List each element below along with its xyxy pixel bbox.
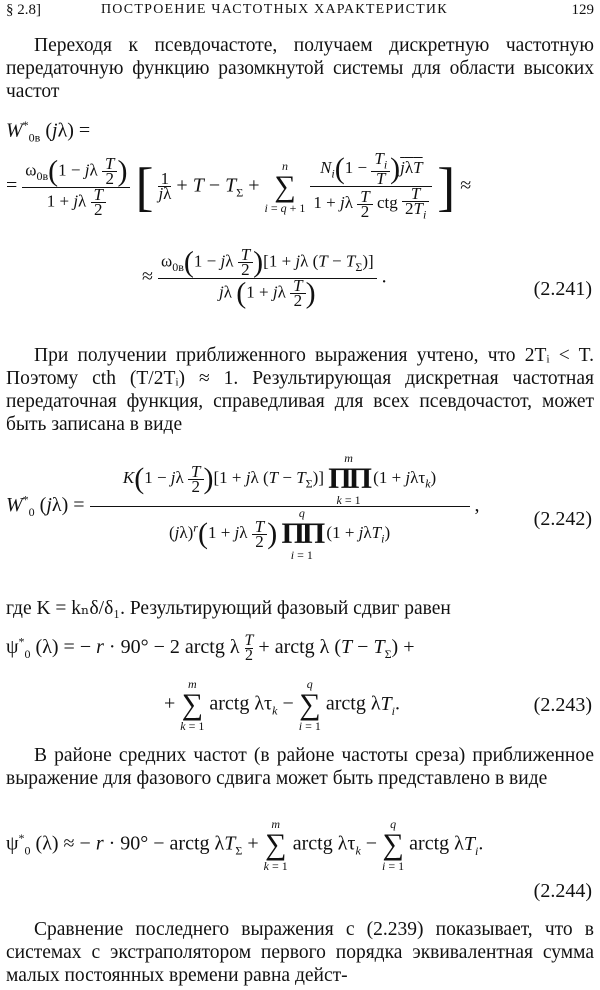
paragraph-2: При получении приближенного выражения учтено, что 2Tᵢ < T. Поэтому cth (T/2Tᵢ) ≈ 1. Результирующая дискретная частотная передаточная функция, справедливая для всех псевдочастот, может быть записана в виде	[6, 345, 594, 435]
equation-2-243-line-2: + m ∑ k = 1 arctg $\lambda\tau_k$ − q ∑ i = 1 arctg $\lambda T_i$.	[164, 677, 400, 733]
equation-2-244: $\psi^*_0$ (λ) ≈ − r · 90° − arctg $\lambda T_\Sigma$ + m ∑ k = 1 arctg $\lambda\tau_k$ − q ∑ i = 1 arctg $\lambda T_i$.	[6, 817, 484, 873]
running-title: ПОСТРОЕНИЕ ЧАСТОТНЫХ ХАРАКТЕРИСТИК	[101, 2, 448, 17]
equation-number-2-242: (2.242)	[533, 508, 592, 530]
equation-number-2-241: (2.241)	[533, 278, 592, 300]
equation-number-2-244: (2.244)	[533, 880, 592, 902]
page-number: 129	[571, 2, 594, 18]
paragraph-3: где K = kₙδ/δ₁. Результирующий фазовый сдвиг равен	[6, 598, 451, 619]
paragraph-5: Сравнение последнего выражения с (2.239) показывает, что в системах с экстраполятором первого порядка эквивалентная сумма малых постоянных времени равна дейст-	[6, 919, 594, 986]
equation-number-2-243: (2.243)	[533, 694, 592, 716]
paragraph-4: В районе средних частот (в районе частоты среза) приближенное выражение для фазового сдвига может быть представлено в виде	[6, 745, 594, 789]
equation-2-241-line-2: = $\omega_{0в}(1 - j\lambda$ $\frac{T}{2}$ ) 1 + jλ $\frac{T}{2}$ [ $\frac{1}{j\lambda}$ + $T - T_\Sigma$ + n ∑ i = q + 1 $N_i(1$ − $\frac{T_i}{T}$ )jλT 1 + jλ $\frac{T}{2}$ ctg $\frac{T}{2T_i}$ ] ≈	[6, 149, 472, 222]
equation-2-241-line-3: ≈ $\omega_{0в}(1 - j\lambda$ $\frac{T}{2}$ )[1 + jλ $(T - T_\Sigma)$] jλ (1 + jλ $\frac{T}{2}$ ) .	[142, 245, 387, 310]
equation-2-243-line-1: $\psi^*_0$ (λ) = − r · 90° − 2 arctg λ $\frac{T}{2}$ + arctg λ $(T - T_\Sigma)$ +	[6, 632, 415, 664]
running-header	[6, 2, 594, 24]
equation-2-241-line-1: $W^*_{0в}$ (jλ) =	[6, 118, 91, 145]
paragraph-1: Переходя к псевдочастоте, получаем дискретную частотную передаточную функцию разомкнутой системы для области высоких частот	[6, 35, 594, 102]
section-marker: § 2.8]	[6, 2, 41, 18]
equation-2-242: $W^*_0$ (jλ) = K(1 − jλ $\frac{T}{2}$ )[1 + jλ $(T - T_\Sigma)$] m ΠΠ k = 1 (1 + jλτ$_k$) $(j\lambda)^r(1 + j\lambda$ $\frac{T}{2}$ ) q ΠΠ i = 1 (1 + jλT$_i$) ,	[6, 451, 480, 562]
